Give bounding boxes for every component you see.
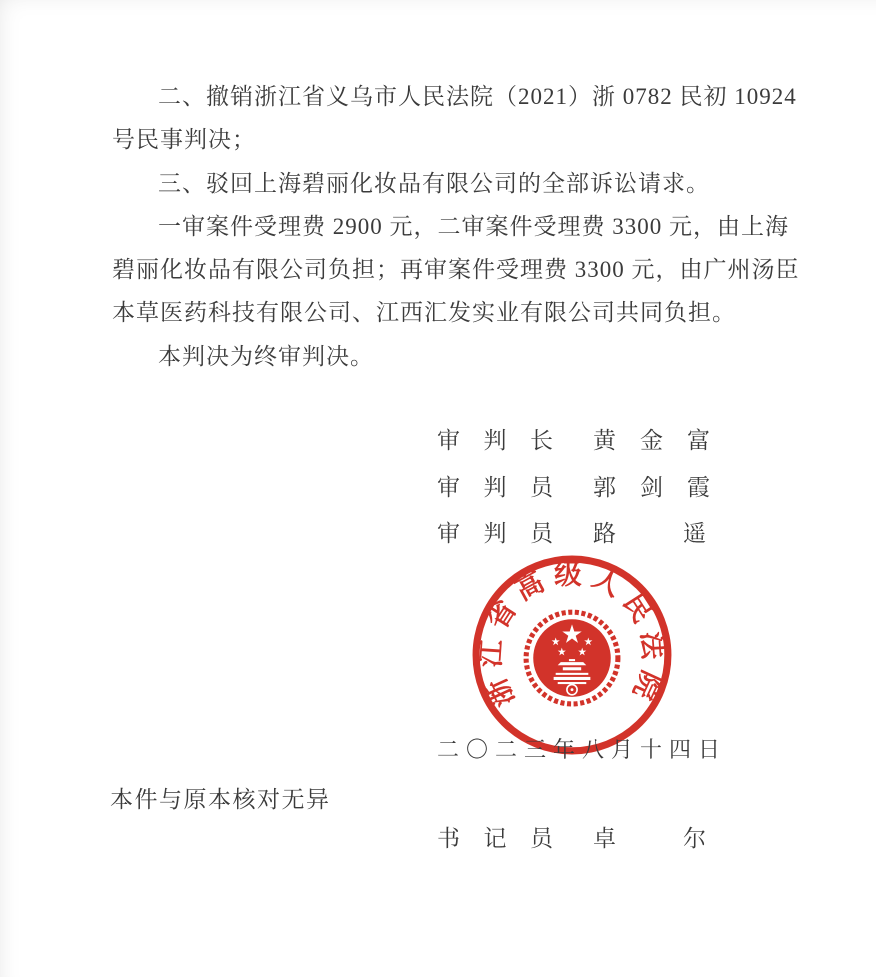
clerk-name: 卓尔 (593, 826, 773, 851)
judge-name: 黄金富 (593, 428, 734, 453)
judge-name: 路遥 (593, 521, 773, 546)
body-line: 碧丽化妆品有限公司负担；再审案件受理费 3300 元，由广州汤臣 (112, 257, 800, 283)
court-seal-graphic (470, 553, 674, 757)
proofread-note: 本件与原本核对无异 (110, 787, 331, 812)
judgment-date: 二〇二三年八月十四日 (437, 737, 728, 762)
body-line: 号民事判决； (112, 127, 256, 153)
body-line: 本判决为终审判决。 (158, 343, 374, 369)
clerk-row (437, 826, 773, 852)
judge-name: 郭剑霞 (593, 475, 734, 500)
judge-row (437, 521, 773, 547)
judgment-body (112, 75, 804, 378)
body-line: 本草医药科技有限公司、江西汇发实业有限公司共同负担。 (112, 300, 736, 326)
court-seal (470, 553, 674, 757)
judge-title: 审判员 (437, 521, 577, 546)
body-line: 三、驳回上海碧丽化妆品有限公司的全部诉讼请求。 (158, 170, 710, 196)
judge-title: 审判长 (437, 428, 577, 453)
body-line: 一审案件受理费 2900 元，二审案件受理费 3300 元，由上海 (158, 213, 789, 239)
body-line: 二、撤销浙江省义乌市人民法院（2021）浙 0782 民初 10924 (158, 84, 797, 109)
judge-row (437, 475, 734, 501)
clerk-title: 书记员 (437, 826, 577, 851)
judge-row (437, 428, 734, 454)
judge-title: 审判员 (437, 475, 577, 500)
seal-text: 浙江省高级人民法院 (474, 558, 670, 712)
